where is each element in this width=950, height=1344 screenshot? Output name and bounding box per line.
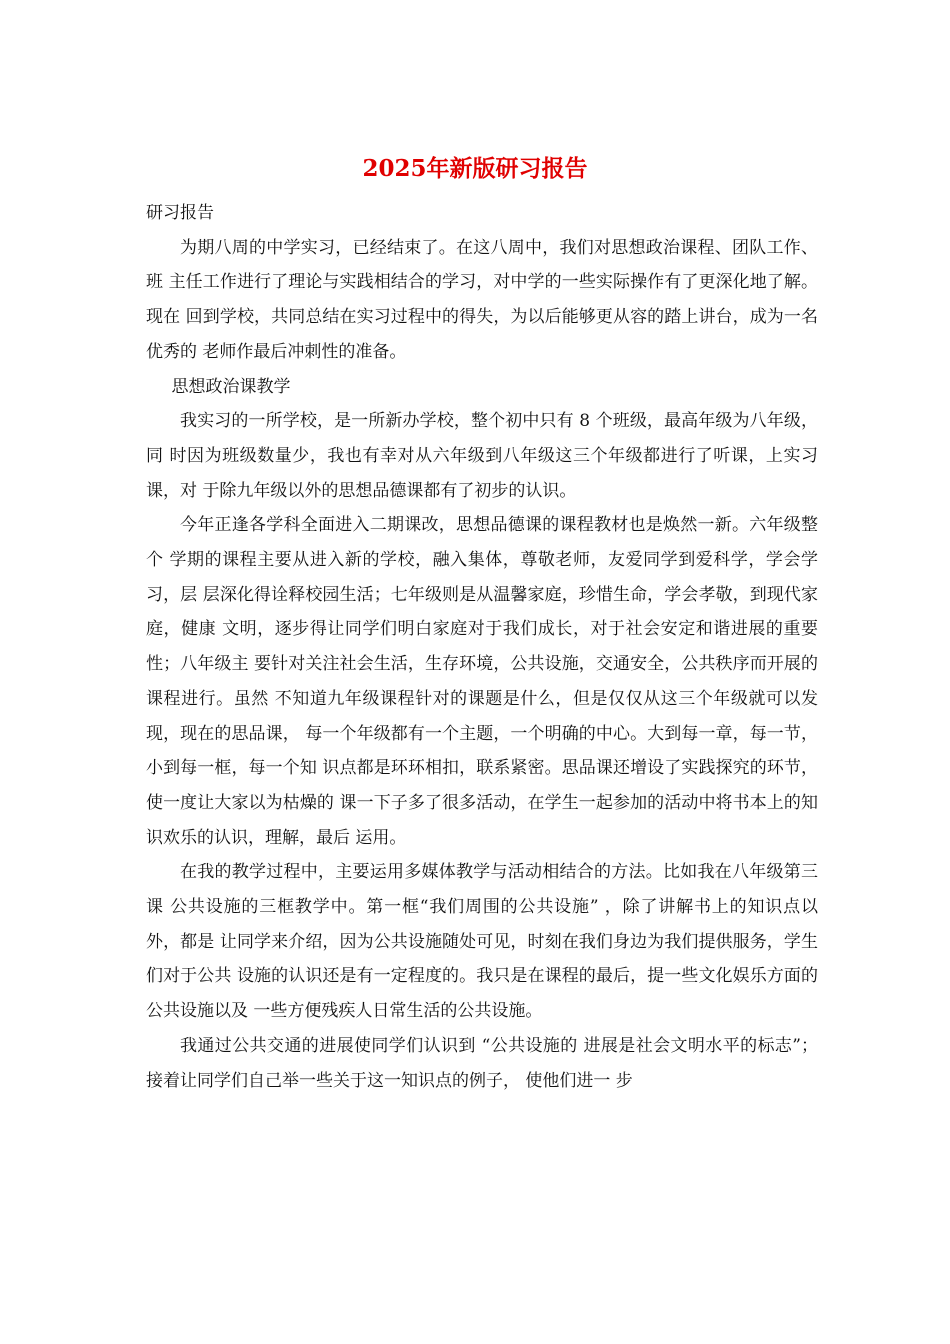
section-heading-teaching: 思想政治课教学 — [171, 376, 291, 397]
section-heading-report: 研习报告 — [146, 203, 214, 223]
paragraph-school: 我实习的一所学校，是一所新办学校，整个初中只有 8 个班级，最高年级为八年级，同 时因为班级数量少，我也有幸对从六年级到八年级这三个年级都进行了听课，上实习课，对 于除九年级以外的思想品德课都有了初步的认识。 — [146, 411, 818, 501]
document-body — [146, 196, 818, 1098]
paragraph-curriculum: 今年正逢各学科全面进入二期课改，思想品德课的课程教材也是焕然一新。六年级整个 学期的课程主要从进入新的学校，融入集体，尊敬老师，友爱同学到爱科学，学会学习，层 层深化得诠释校园生活；七年级则是从温馨家庭，珍惜生命，学会孝敬，到现代家庭，健康 文明，逐步得让同学们明白家庭对于我们成长，对于社会安定和谐进展的重要性；八年级主 要针对关注社会生活，生存环境，公共设施，交通安全，公共秩序而开展的课程进行。虽然 不知道九年级课程针对的课题是什么，但是仅仅从这三个年级就可以发现，现在的思品课， 每一个年级都有一个主题，一个明确的中心。大到每一章，每一节，小到每一框，每一个知 识点都是环环相扣，联系紧密。思品课还增设了实践探究的环节，使一度让大家以为枯燥的 课一下子多了很多活动，在学生一起参加的活动中将书本上的知识欢乐的认识，理解，最后 运用。 — [146, 515, 818, 848]
paragraph-intro: 为期八周的中学实习，已经结束了。在这八周中，我们对思想政治课程、团队工作、班 主任工作进行了理论与实践相结合的学习，对中学的一些实际操作有了更深化地了解。现在 回到学校，共同总结在实习过程中的得失，为以后能够更从容的踏上讲台，成为一名优秀的 老师作最后冲刺性的准备。 — [146, 237, 818, 362]
document-title: 2025年新版研习报告 — [362, 155, 588, 182]
paragraph-transport: 我通过公共交通的进展使同学们认识到 “公共设施的 进展是社会文明水平的标志”；接着让同学们自己举一些关于这一知识点的例子， 使他们进一 步 — [146, 1035, 818, 1091]
paragraph-method: 在我的教学过程中，主要运用多媒体教学与活动相结合的方法。比如我在八年级第三课 公共设施的三框教学中。第一框“我们周围的公共设施” ，除了讲解书上的知识点以外，都是 让同学来介绍，因为公共设施随处可见，时刻在我们身边为我们提供服务，学生们对于公共 设施的认识还是有一定程度的。我只是在课程的最后，提一些文化娱乐方面的公共设施以及 一些方便残疾人日常生活的公共设施。 — [146, 862, 818, 1022]
